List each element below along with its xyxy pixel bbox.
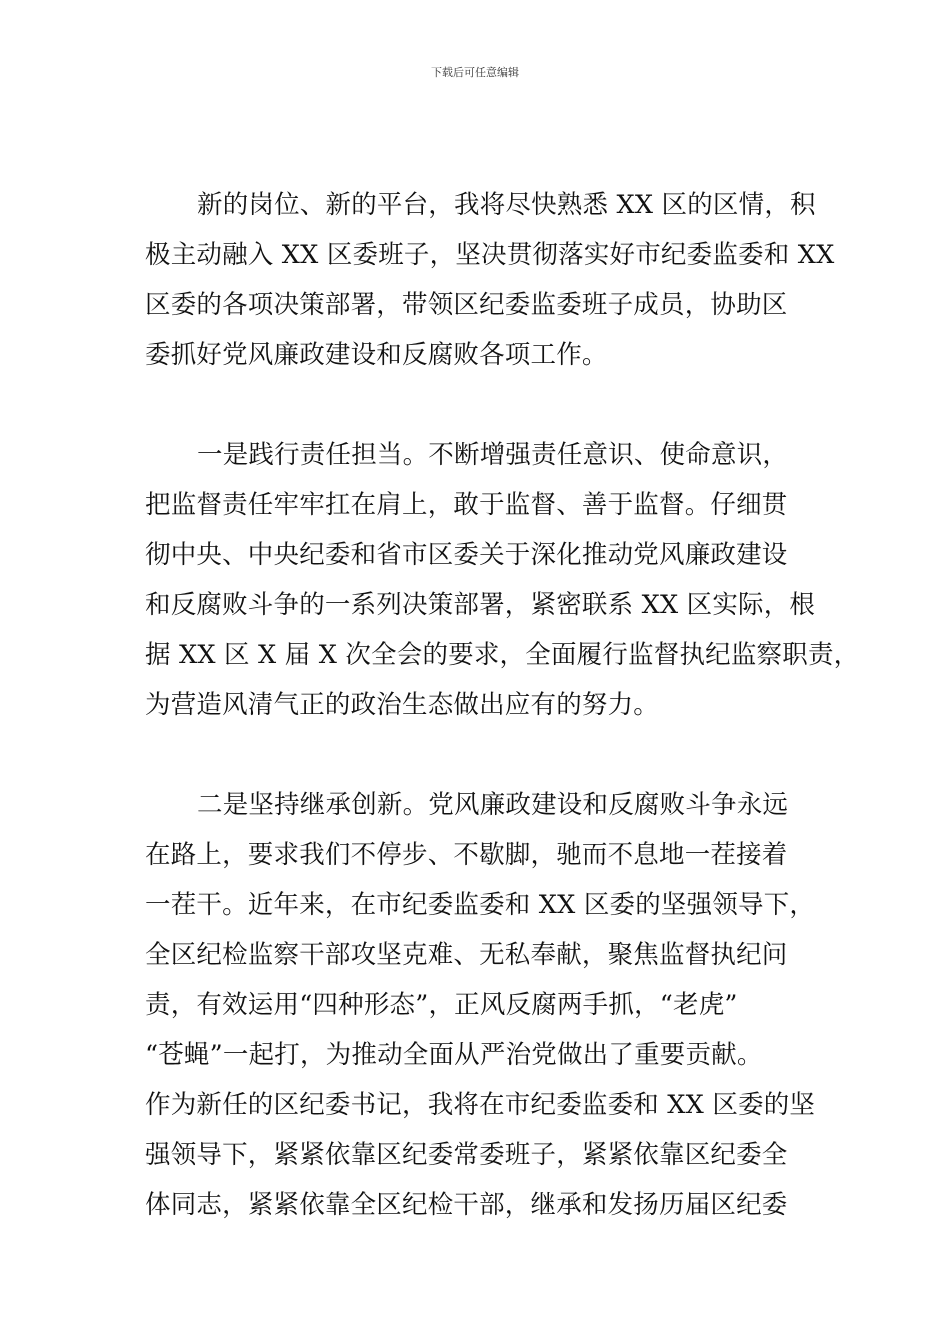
document-body [145,180,860,1280]
text-line: 区委的各项决策部署，带领区纪委监委班子成员，协助区 [145,290,788,320]
text-line: 为营造风清气正的政治生态做出应有的努力。 [145,690,660,720]
text-line: 把监督责任牢牢扛在肩上，敢于监督、善于监督。仔细贯 [145,490,788,520]
text-line: 委抓好党风廉政建设和反腐败各项工作。 [145,340,608,370]
text-line: “苍蝇”一起打，为推动全面从严治党做出了重要贡献。 [145,1040,763,1070]
text-line: 体同志，紧紧依靠全区纪检干部，继承和发扬历届区纪委 [145,1190,788,1220]
paragraph-intro [145,180,835,380]
text-line: 和反腐败斗争的一系列决策部署，紧密联系 XX 区实际，根 [145,590,816,620]
text-line: 彻中央、中央纪委和省市区委关于深化推动党风廉政建设 [145,540,788,570]
text-line: 一是践行责任担当。不断增强责任意识、使命意识， [197,440,789,470]
text-line: 一茬干。近年来，在市纪委监委和 XX 区委的坚强领导下， [145,890,816,920]
paragraph-innovation [145,780,825,1230]
text-line: 责，有效运用“四种形态”，正风反腐两手抓，“老虎” [145,990,738,1020]
text-line: 强领导下，紧紧依靠区纪委常委班子，紧紧依靠区纪委全 [145,1140,788,1170]
text-line: 全区纪检监察干部攻坚克难、无私奉献，聚焦监督执纪问 [145,940,788,970]
paragraph-responsibility [145,430,860,730]
text-line: 二是坚持继承创新。党风廉政建设和反腐败斗争永远 [197,790,789,820]
text-line: 新的岗位、新的平台，我将尽快熟悉 XX 区的区情，积 [197,190,816,220]
text-line: 据 XX 区 X 届 X 次全会的要求，全面履行监督执纪监察职责， [145,640,860,670]
page-header: 下载后可任意编辑 [431,66,519,79]
text-line: 在路上，要求我们不停步、不歇脚，驰而不息地一茬接着 [145,840,788,870]
text-line: 极主动融入 XX 区委班子，坚决贯彻落实好市纪委监委和 XX [145,240,835,270]
text-line: 作为新任的区纪委书记，我将在市纪委监委和 XX 区委的坚 [145,1090,816,1120]
